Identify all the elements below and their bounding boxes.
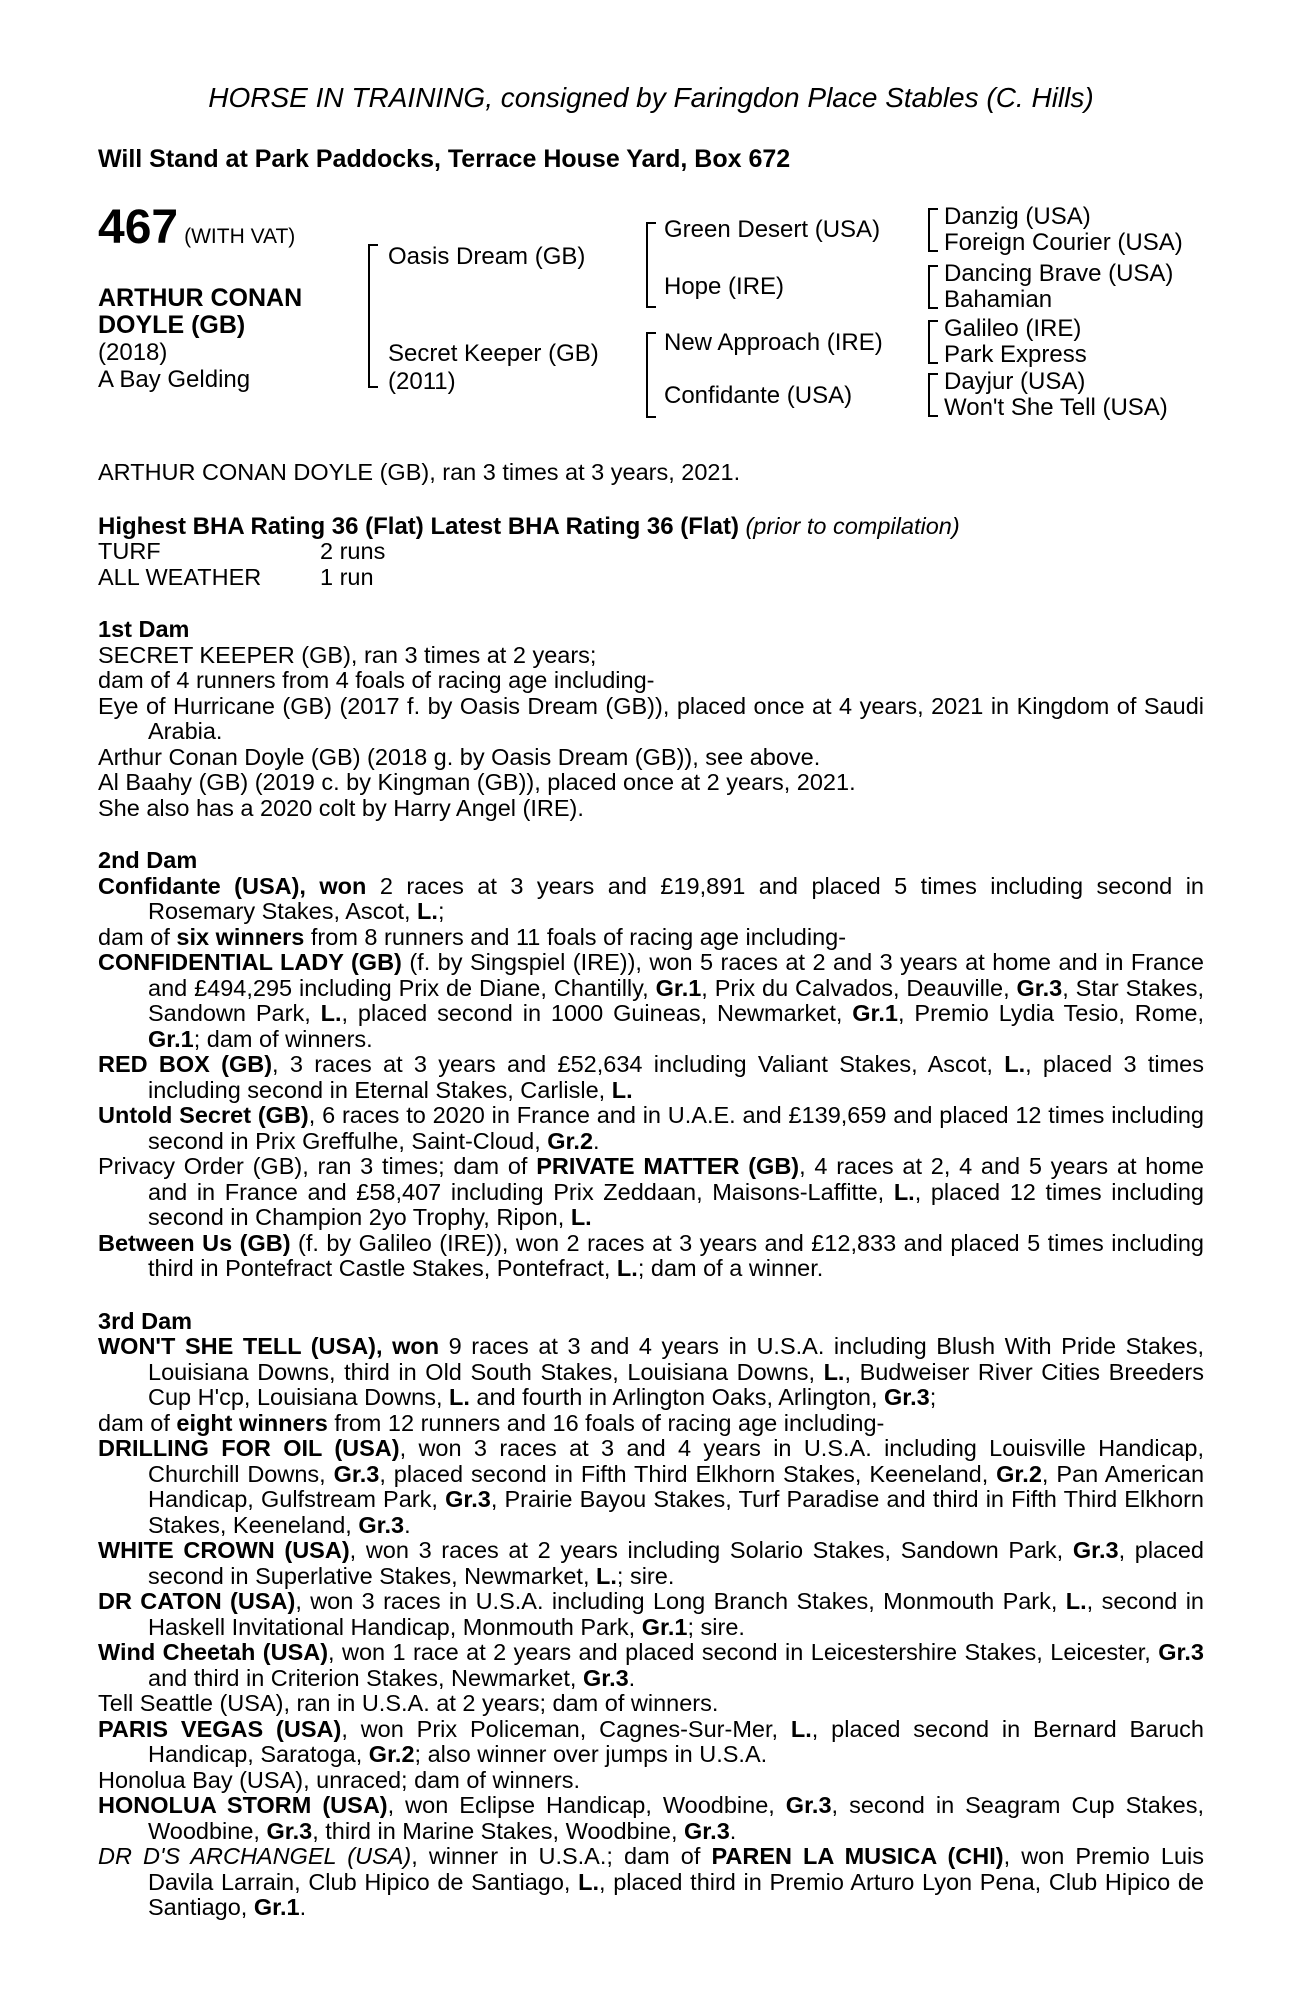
produce-entry: HONOLUA STORM (USA), won Eclipse Handicap, Woodbine, Gr.3, second in Seagram Cup Stakes, Woodbine, Gr.3, third in Marine Stakes, Woodbine, Gr.3. — [98, 1792, 1204, 1844]
surface-value: 1 run — [320, 563, 374, 590]
pedigree-dds: Dayjur (USA) — [944, 368, 1086, 395]
race-summary: ARTHUR CONAN DOYLE (GB), ran 3 times at 3 years, 2021. — [98, 459, 741, 485]
produce-entry: RED BOX (GB), 3 races at 3 years and £52,634 including Valiant Stakes, Ascot, L., placed 3 times including second in Eternal Stakes, Carlisle, L. — [98, 1051, 1204, 1103]
third-dam-produce-summary: dam of eight winners from 12 runners and 16 foals of racing age including- — [98, 1409, 885, 1436]
rating-text: Highest BHA Rating 36 (Flat) Latest BHA Rating 36 (Flat) — [98, 512, 739, 540]
horse-name-line1: ARTHUR CONAN — [98, 284, 303, 312]
dam-name: Confidante (USA), won — [98, 872, 367, 899]
produce-entry: PARIS VEGAS (USA), won Prix Policeman, Cagnes-Sur-Mer, L., placed second in Bernard Baruch Handicap, Saratoga, Gr.2; also winner over jumps in U.S.A. — [98, 1715, 1204, 1767]
surface-row — [98, 539, 1204, 565]
first-dam-heading: 1st Dam — [98, 616, 190, 642]
produce-entry: Honolua Bay (USA), unraced; dam of winners. — [98, 1766, 580, 1793]
first-dam-line: dam of 4 runners from 4 foals of racing age including- — [98, 667, 655, 693]
pedigree-bracket — [368, 244, 378, 388]
racing-record — [98, 460, 1204, 1921]
pedigree-dam-dam: Confidante (USA) — [664, 382, 853, 409]
rating-note: (prior to compilation) — [745, 512, 960, 539]
pedigree-bracket — [646, 222, 656, 308]
surface-label: TURF — [98, 538, 161, 564]
surface-label: ALL WEATHER — [98, 563, 262, 590]
second-dam-heading: 2nd Dam — [98, 847, 198, 873]
produce-entry: Privacy Order (GB), ran 3 times; dam of PRIVATE MATTER (GB), 4 races at 2, 4 and 5 years at home and in France and £58,407 including Prix Zeddaan, Maisons-Laffitte, L., placed 12 times including second in Champion 2yo Trophy, Ripon, L. — [98, 1153, 1205, 1230]
produce-entry: Tell Seattle (USA), ran in U.S.A. at 2 years; dam of winners. — [98, 1690, 719, 1716]
produce-entry: DRILLING FOR OIL (USA), won 3 races at 3 and 4 years in U.S.A. including Louisville Handicap, Churchill Downs, Gr.3, placed second in Fifth Third Elkhorn Stakes, Keeneland, Gr.2, Pan American Handicap, Gulfstream Park, Gr.3, Prairie Bayou Stakes, Turf Paradise and third in Fifth Third Elkhorn Stakes, Keeneland, Gr.3. — [98, 1435, 1205, 1538]
lot-number: 467 — [98, 201, 179, 254]
horse-name-line2: DOYLE (GB) — [98, 311, 246, 339]
pedigree-bracket — [928, 373, 938, 417]
stand-location: Will Stand at Park Paddocks, Terrace House Yard, Box 672 — [98, 145, 791, 173]
first-dam-line: She also has a 2020 colt by Harry Angel (IRE). — [98, 794, 584, 821]
second-dam-record: Confidante (USA), won 2 races at 3 years and £19,891 and placed 5 times including second in Rosemary Stakes, Ascot, L.; — [98, 872, 1204, 924]
pedigree-dsd: Park Express — [944, 341, 1087, 368]
consignor-header: HORSE IN TRAINING, consigned by Faringdon Place Stables (C. Hills) — [208, 82, 1094, 113]
produce-entry: DR D'S ARCHANGEL (USA), winner in U.S.A.; dam of PAREN LA MUSICA (CHI), won Premio Luis Davila Larrain, Club Hipico de Santiago, L., placed third in Premio Arturo Lyon Pena, Club Hipico de Santiago, Gr.1. — [98, 1843, 1205, 1920]
produce-entry: CONFIDENTIAL LADY (GB) (f. by Singspiel (IRE)), won 5 races at 2 and 3 years at home and in France and £494,295 including Prix de Diane, Chantilly, Gr.1, Prix du Calvados, Deauville, Gr.3, Star Stakes, Sandown Park, L., placed second in 1000 Guineas, Newmarket, Gr.1, Premio Lydia Tesio, Rome, Gr.1; dam of winners. — [98, 949, 1204, 1052]
pedigree-bracket — [646, 332, 656, 418]
pedigree-dss: Galileo (IRE) — [944, 315, 1082, 342]
produce-entry: WHITE CROWN (USA), won 3 races at 2 years including Solario Stakes, Sandown Park, Gr.3, placed second in Superlative Stakes, Newmarket, L.; sire. — [98, 1537, 1205, 1589]
pedigree-sire: Oasis Dream (GB) — [388, 243, 586, 270]
pedigree-sire-sire: Green Desert (USA) — [664, 216, 881, 243]
first-dam-line: SECRET KEEPER (GB), ran 3 times at 2 years; — [98, 641, 597, 668]
surface-value: 2 runs — [320, 538, 386, 564]
vat-note: (WITH VAT) — [184, 225, 296, 248]
pedigree-sire-dam: Hope (IRE) — [664, 273, 785, 300]
horse-description: A Bay Gelding — [98, 366, 251, 393]
horse-year: (2018) — [98, 339, 168, 366]
pedigree-bracket — [928, 265, 938, 309]
lot-number-block — [98, 200, 295, 255]
produce-entry: DR CATON (USA), won 3 races in U.S.A. including Long Branch Stakes, Monmouth Park, L., second in Haskell Invitational Handicap, Monmouth Park, Gr.1; sire. — [98, 1588, 1204, 1640]
surface-row — [98, 565, 1204, 591]
bha-rating — [98, 514, 1204, 540]
third-dam-heading: 3rd Dam — [98, 1307, 193, 1334]
horse-identity — [98, 285, 302, 393]
pedigree-dam-sire: New Approach (IRE) — [664, 329, 883, 356]
produce-entry: Untold Secret (GB), 6 races to 2020 in France and in U.A.E. and £139,659 and placed 12 times including second in Prix Greffulhe, Saint-Cloud, Gr.2. — [98, 1102, 1204, 1154]
pedigree-sdd: Bahamian — [944, 286, 1053, 313]
pedigree-bracket — [928, 320, 938, 364]
pedigree-ddd: Won't She Tell (USA) — [944, 394, 1168, 421]
pedigree-dam-year: (2011) — [388, 368, 456, 395]
third-dam-record: WON'T SHE TELL (USA), won 9 races at 3 and 4 years in U.S.A. including Blush With Pride Stakes, Louisiana Downs, third in Old South Stakes, Louisiana Downs, L., Budweiser River Cities Breeders Cup H'cp, Louisiana Downs, L. and fourth in Arlington Oaks, Arlington, Gr.3; — [98, 1333, 1204, 1410]
pedigree-dam: Secret Keeper (GB) — [388, 340, 599, 367]
pedigree-sss: Danzig (USA) — [944, 203, 1091, 230]
produce-entry: Arthur Conan Doyle (GB) (2018 g. by Oasis Dream (GB)), see above. — [98, 743, 821, 770]
produce-entry: Al Baahy (GB) (2019 c. by Kingman (GB)), placed once at 2 years, 2021. — [98, 769, 856, 795]
produce-entry: Wind Cheetah (USA), won 1 race at 2 years and placed second in Leicestershire Stakes, Leicester, Gr.3 and third in Criterion Stakes, Newmarket, Gr.3. — [98, 1639, 1204, 1691]
second-dam-produce-summary: dam of six winners from 8 runners and 11 foals of racing age including- — [98, 923, 847, 950]
produce-entry: Between Us (GB) (f. by Galileo (IRE)), won 2 races at 3 years and £12,833 and placed 5 times including third in Pontefract Castle Stakes, Pontefract, L.; dam of a winner. — [98, 1229, 1204, 1281]
pedigree-sds: Dancing Brave (USA) — [944, 260, 1174, 287]
produce-entry: Eye of Hurricane (GB) (2017 f. by Oasis Dream (GB)), placed once at 4 years, 2021 in Kingdom of Saudi Arabia. — [98, 692, 1204, 744]
pedigree-bracket — [928, 208, 938, 252]
pedigree-ssd: Foreign Courier (USA) — [944, 229, 1183, 256]
